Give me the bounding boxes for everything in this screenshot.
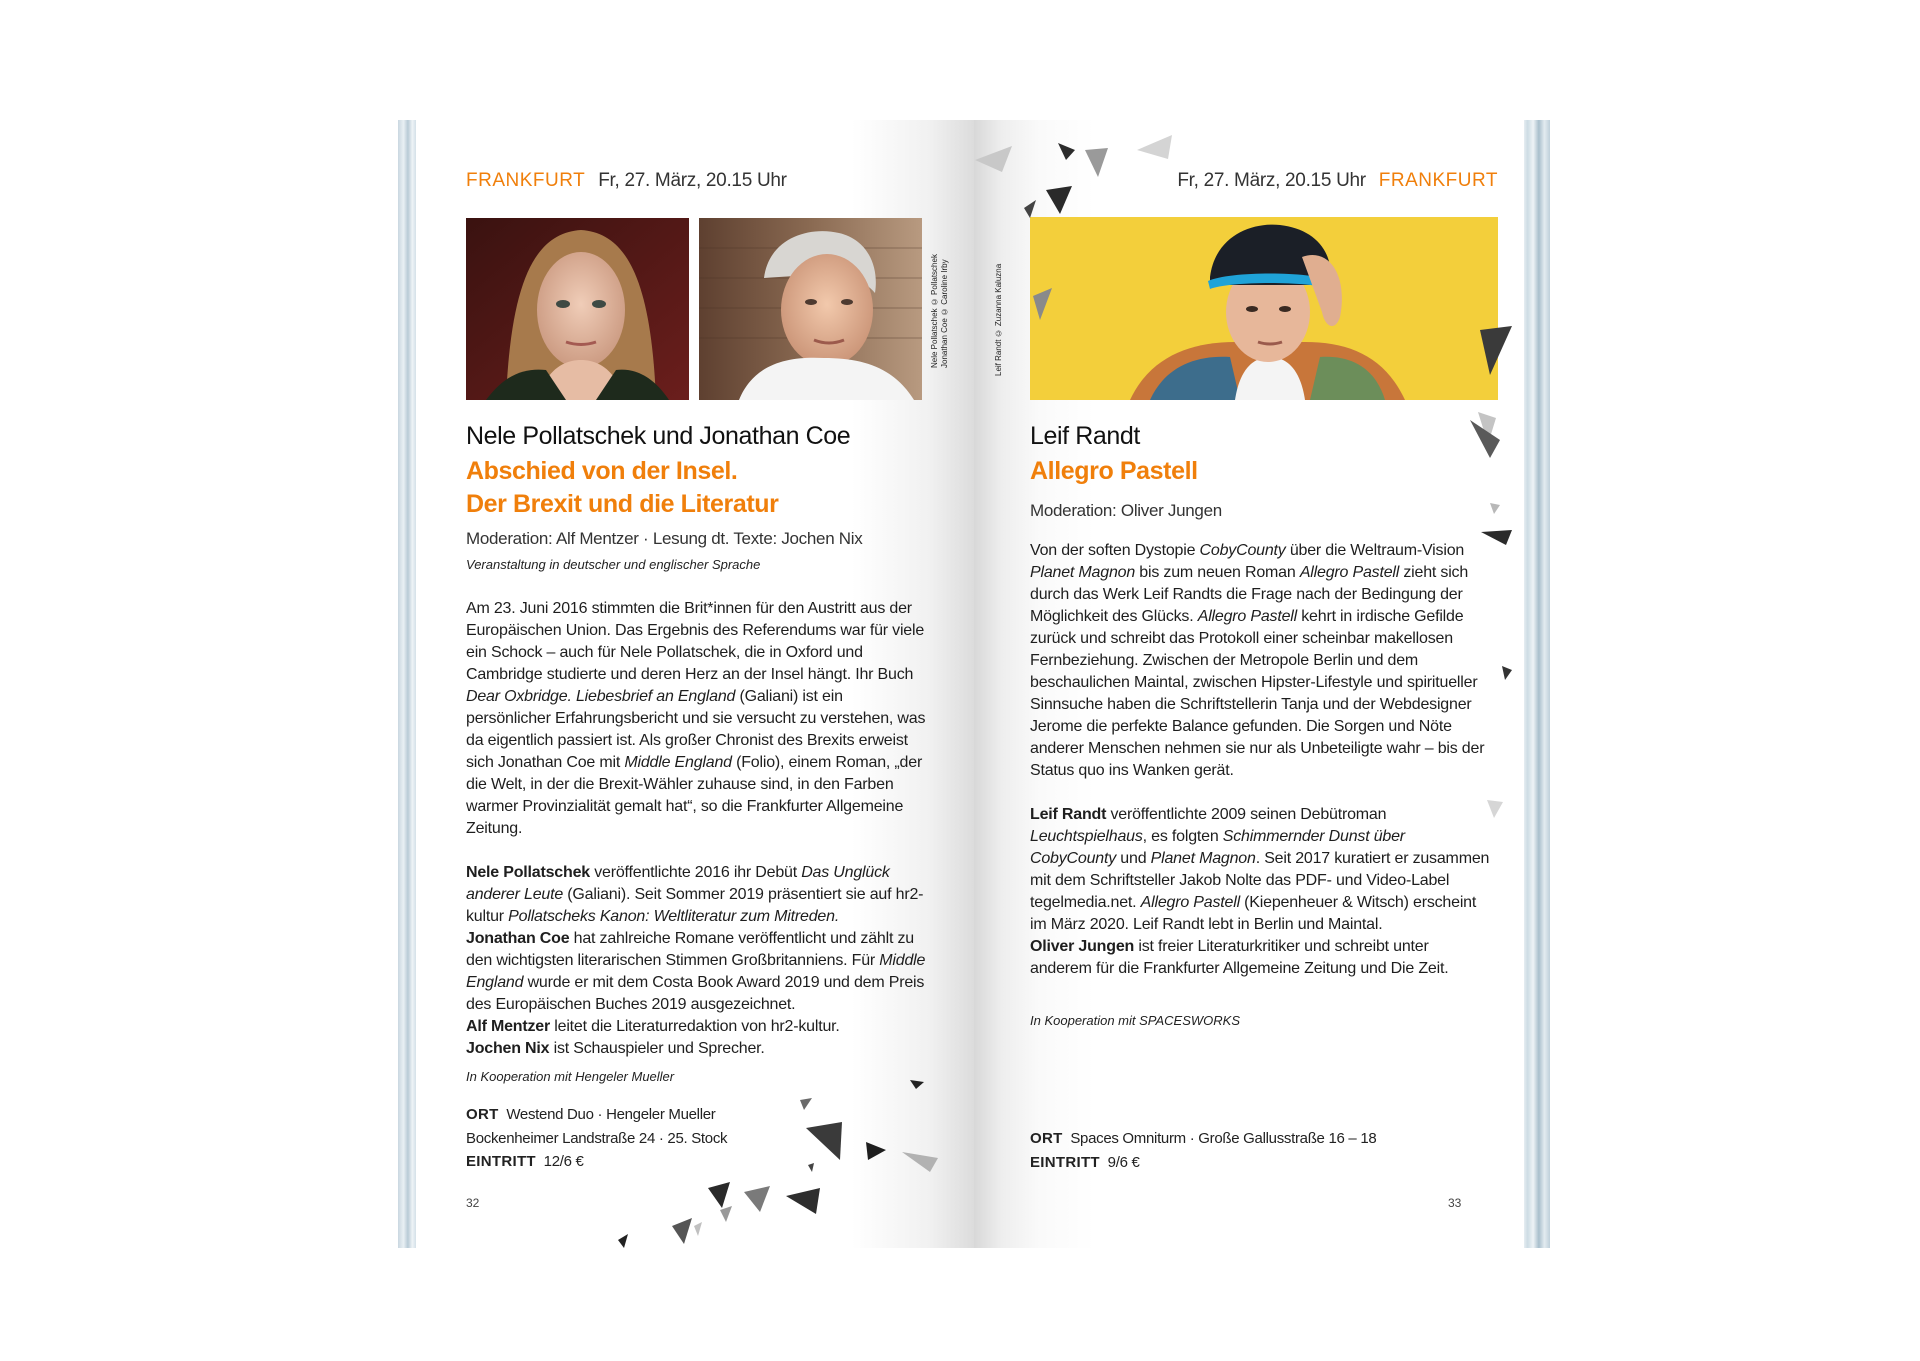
- event-description: [466, 598, 931, 1060]
- venue-address: Spaces Omniturm · Große Gallusstraße 16 – 18: [1070, 1130, 1377, 1147]
- open-brochure: [398, 120, 1550, 1248]
- description-paragraph: Am 23. Juni 2016 stimmten die Brit*innen für den Austritt aus der Europäischen Union. Das Ergebnis des Referendums war für viele ein Schock – auch für Nele Pollatschek, die in Oxford und Cambridge studierte und deren Herz an der Insel hängt. Ihr Buch Dear Oxbridge. Liebesbrief an England (Galiani) ist ein persönlicher Erfahrungsbericht und sie versucht zu verstehen, was da eigentlich passiert ist. Als großer Chronist des Brexits erweist sich Jonathan Coe mit Middle England (Folio), einem Roman, „der die Welt, in der die Brexit-Wähler zuhause sind, in den Farben warmer Provinzialität gemalt hat“, so die Frankfurter Allgemeine Zeitung.: [466, 600, 926, 837]
- biography-paragraph: Nele Pollatschek veröffentlichte 2016 ihr Debüt Das Unglück anderer Leute (Galiani). Seit Sommer 2019 präsentiert sie auf hr2-kultur Pollatscheks Kanon: Weltliteratur zum Mitreden. Jonathan Coe hat zahlreiche Romane veröffentlicht und zählt zu den wichtigsten literarischen Stimmen Großbritanniens. Für Middle England wurde er mit dem Costa Book Award 2019 und dem Preis des Europäischen Buches 2019 ausgezeichnet. Alf Mentzer leitet die Literaturredaktion von hr2-kultur. Jochen Nix ist Schauspieler und Sprecher.: [466, 864, 926, 1057]
- venue-name: Westend Duo · Hengeler Mueller: [506, 1106, 716, 1123]
- venue-address: Bockenheimer Landstraße 24 · 25. Stock: [466, 1129, 728, 1147]
- event-description: [1030, 540, 1492, 980]
- cooperation-note: In Kooperation mit SPACESWORKS: [1030, 1013, 1241, 1028]
- portrait-photo-pollatschek: [466, 218, 689, 400]
- page-number-left: 32: [466, 1196, 480, 1210]
- event-speakers: Nele Pollatschek und Jonathan Coe: [466, 422, 851, 450]
- description-paragraph: Von der soften Dystopie CobyCounty über die Weltraum-Vision Planet Magnon bis zum neuen Roman Allegro Pastell zieht sich durch das Werk Leif Randts die Frage nach der Bedingung der Möglichkeit des Glücks. Allegro Pastell kehrt in irdische Gefilde zurück und schreibt das Protokoll einer scheinbar makellosen Fernbeziehung. Zwischen der Metropole Berlin und dem beschaulichen Maintal, zwischen Hipster-Lifestyle und spiritueller Sinnsuche haben die Schriftstellerin Tanja und der Webdesigner Jerome die perfekte Balance gefunden. Die Sorgen und Nöte anderer Menschen nehmen sie nur als Unbeteiligte wahr – bis der Status quo ins Wanken gerät.: [1030, 542, 1485, 779]
- event-moderation: Moderation: Alf Mentzer · Lesung dt. Texte: Jochen Nix: [466, 529, 863, 548]
- language-note: Veranstaltung in deutscher und englischer Sprache: [466, 557, 761, 572]
- venue-info: [1030, 1127, 1376, 1174]
- portrait-photo-coe: [699, 218, 922, 400]
- city-label: FRANKFURT: [466, 170, 586, 191]
- biography-paragraph: Leif Randt veröffentlichte 2009 seinen Debütroman Leuchtspielhaus, es folgten Schimmernder Dunst über CobyCounty und Planet Magnon. Seit 2017 kuratiert er zusammen mit dem Schriftsteller Jakob Nolte das PDF- und Video-Label tegelmedia.net. Allegro Pastell (Kiepenheuer & Witsch) erscheint im März 2020. Leif Randt lebt in Berlin und Maintal. Oliver Jungen ist freier Literaturkritiker und schreibt unter anderem für die Frankfurter Allgemeine Zeitung und Die Zeit.: [1030, 806, 1490, 977]
- portrait-photo-randt: [1030, 217, 1498, 400]
- photo-credit-pollatschek: Nele Pollatschek © Pollatschek: [930, 254, 939, 368]
- photo-credits: [930, 248, 950, 368]
- left-page: [416, 120, 974, 1248]
- photo-credit-randt: Leif Randt © Zuzanna Kaluzna: [994, 263, 1003, 376]
- venue-label: ORT: [1030, 1130, 1063, 1147]
- page-number-right: 33: [1448, 1196, 1462, 1210]
- admission-label: EINTRITT: [1030, 1153, 1100, 1171]
- venue-info: [466, 1103, 727, 1174]
- venue-label: ORT: [466, 1106, 499, 1123]
- event-title-line-2: Der Brexit und die Literatur: [466, 490, 779, 518]
- event-title-line-1: Abschied von der Insel.: [466, 457, 738, 485]
- event-title: Allegro Pastell: [1030, 457, 1198, 485]
- event-header: [1177, 170, 1498, 192]
- event-title: [466, 455, 778, 521]
- city-label: FRANKFURT: [1378, 170, 1498, 191]
- admission-price: 12/6 €: [543, 1153, 584, 1170]
- admission-price: 9/6 €: [1107, 1153, 1140, 1171]
- cooperation-note: In Kooperation mit Hengeler Mueller: [466, 1069, 675, 1084]
- right-page: [974, 120, 1524, 1248]
- photo-credit-coe: Jonathan Coe © Caroline Irby: [940, 259, 949, 368]
- event-date: Fr, 27. März, 20.15 Uhr: [598, 170, 787, 191]
- page-edges-right: [1522, 120, 1550, 1248]
- admission-label: EINTRITT: [466, 1153, 536, 1170]
- event-header: [466, 170, 787, 192]
- event-date: Fr, 27. März, 20.15 Uhr: [1177, 170, 1366, 191]
- event-speaker: Leif Randt: [1030, 422, 1140, 450]
- event-moderation: Moderation: Oliver Jungen: [1030, 501, 1222, 520]
